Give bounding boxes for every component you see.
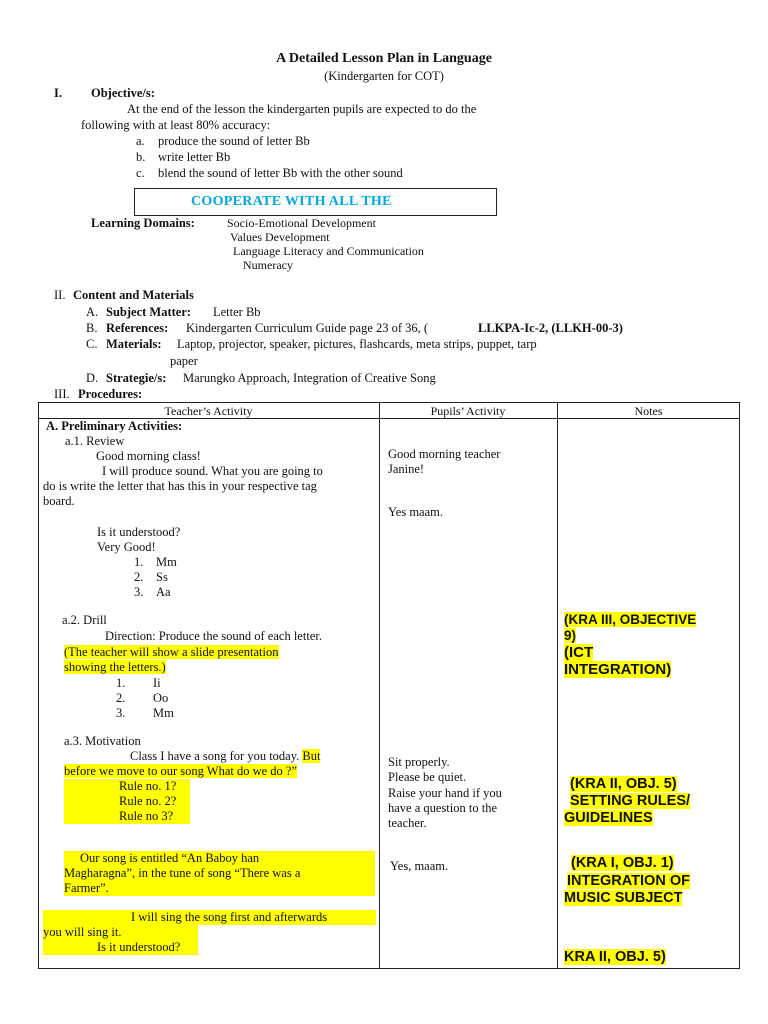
note-kra3-line-2	[564, 627, 576, 644]
note-kra2-final	[564, 949, 666, 966]
review-paragraph-1: I will produce sound. What you are going to	[102, 464, 323, 478]
review-greeting: Good morning class!	[96, 449, 201, 463]
pupil-greeting-line-1: Good morning teacher	[388, 447, 501, 461]
review-paragraph-3: board.	[43, 494, 75, 508]
subject-value: Letter Bb	[213, 305, 261, 319]
note-kra2-line-3	[564, 810, 653, 827]
sing-line-2: you will sing it.	[43, 925, 122, 939]
materials-label: Materials:	[106, 337, 162, 351]
drill-item-number: 3.	[116, 706, 126, 720]
pupil-raise-line-1: Raise your hand if you	[388, 786, 502, 800]
review-label: a.1. Review	[65, 434, 125, 448]
drill-note-line-1	[64, 645, 279, 660]
note-kra1-line-2	[567, 873, 690, 890]
drill-note-highlight-2: showing the letters.)	[64, 660, 166, 674]
note-highlight: INTEGRATION OF	[567, 873, 690, 889]
review-item: Aa	[156, 585, 171, 599]
preliminary-activities-heading: A. Preliminary Activities:	[46, 419, 183, 433]
procedures-heading: Procedures:	[78, 387, 143, 401]
learning-domain-4: Numeracy	[243, 258, 293, 272]
column-header-notes: Notes	[634, 404, 663, 418]
cooperate-banner-text: COOPERATE WITH ALL THE	[191, 194, 392, 209]
subject-label: Subject Matter:	[106, 305, 192, 319]
review-item-number: 1.	[134, 555, 144, 569]
drill-item-number: 2.	[116, 691, 126, 705]
pupil-sit-properly: Sit properly.	[388, 755, 450, 769]
drill-item: Oo	[153, 691, 169, 705]
motivation-label: a.3. Motivation	[64, 734, 141, 748]
song-line-1: Our song is entitled “An Baboy han	[80, 851, 260, 865]
rule-2: Rule no. 2?	[119, 794, 177, 808]
objective-item-c: blend the sound of letter Bb with the other sound	[158, 166, 403, 180]
note-ict-line-2	[564, 661, 671, 678]
strategies-value: Marungko Approach, Integration of Creative Song	[183, 371, 436, 385]
objective-marker-b: b.	[136, 150, 146, 164]
materials-marker: C.	[86, 337, 98, 351]
references-marker: B.	[86, 321, 98, 335]
drill-label: a.2. Drill	[62, 613, 107, 627]
note-highlight: (KRA I, OBJ. 1)	[571, 855, 674, 871]
materials-value: Laptop, projector, speaker, pictures, flashcards, meta strips, puppet, tarp	[177, 337, 537, 351]
rule-1: Rule no. 1?	[119, 779, 177, 793]
note-kra2-line-1	[570, 776, 677, 793]
note-kra3-line-1	[564, 611, 696, 628]
review-item: Ss	[156, 570, 168, 584]
strategies-marker: D.	[86, 371, 99, 385]
table-divider-2	[557, 402, 558, 969]
references-value: Kindergarten Curriculum Guide page 23 of 36, (	[186, 321, 429, 335]
motivation-text: Class I have a song for you today.	[130, 749, 300, 763]
references-codes: LLKPA-Ic-2, (LLKH-00-3)	[478, 321, 623, 335]
drill-item: Ii	[153, 676, 161, 690]
objectives-intro-line-1: At the end of the lesson the kindergarten pupils are expected to do the	[127, 102, 477, 116]
drill-direction: Direction: Produce the sound of each letter.	[105, 629, 322, 643]
song-line-2: Magharagna”, in the tune of song “There was a	[64, 866, 301, 880]
review-question: Is it understood?	[97, 525, 181, 539]
objective-item-a: produce the sound of letter Bb	[158, 134, 310, 148]
review-item-number: 3.	[134, 585, 144, 599]
note-highlight: GUIDELINES	[564, 810, 653, 826]
drill-item: Mm	[153, 706, 174, 720]
drill-note-line-2	[64, 660, 166, 675]
strategies-label: Strategie/s:	[106, 371, 167, 385]
motivation-highlight-2: before we move to our song What do we do ?”	[64, 764, 298, 778]
pupil-greeting-line-2: Janine!	[388, 462, 425, 476]
column-header-pupils: Pupils’ Activity	[430, 404, 506, 418]
document-title: A Detailed Lesson Plan in Language	[276, 51, 492, 66]
pupil-raise-line-2: have a question to the	[388, 801, 497, 815]
learning-domain-1: Socio-Emotional Development	[227, 216, 376, 230]
learning-domains-label: Learning Domains:	[91, 216, 195, 230]
note-highlight: MUSIC SUBJECT	[564, 890, 683, 906]
pupil-be-quiet: Please be quiet.	[388, 770, 467, 784]
materials-value-2: paper	[170, 354, 198, 368]
cooperate-banner	[134, 188, 497, 216]
motivation-line-1	[130, 749, 320, 764]
section-numeral-content: II.	[54, 288, 66, 302]
objective-item-b: write letter Bb	[158, 150, 231, 164]
note-highlight: 9)	[564, 628, 577, 643]
review-paragraph-2: do is write the letter that has this in your respective tag	[43, 479, 317, 493]
review-item: Mm	[156, 555, 177, 569]
motivation-highlight: But	[302, 749, 321, 763]
references-label: References:	[106, 321, 169, 335]
note-highlight: SETTING RULES/	[570, 793, 691, 809]
note-ict-line-1	[564, 644, 593, 661]
note-kra1-line-1	[571, 855, 674, 872]
pupil-yes-maam: Yes, maam.	[390, 859, 449, 873]
column-header-teacher: Teacher’s Activity	[164, 404, 253, 418]
motivation-line-2	[64, 764, 297, 779]
objective-marker-c: c.	[136, 166, 145, 180]
note-highlight: INTEGRATION)	[564, 661, 672, 678]
note-kra2-line-2	[570, 793, 690, 810]
note-highlight: (ICT	[564, 644, 594, 661]
review-praise: Very Good!	[97, 540, 156, 554]
note-highlight: (KRA II, OBJ. 5)	[570, 776, 677, 792]
pupil-yes: Yes maam.	[388, 505, 443, 519]
section-numeral-procedures: III.	[54, 387, 70, 401]
drill-item-number: 1.	[116, 676, 126, 690]
sing-question: Is it understood?	[97, 940, 181, 954]
subject-marker: A.	[86, 305, 99, 319]
content-heading: Content and Materials	[73, 288, 194, 302]
table-divider-1	[379, 402, 380, 969]
drill-note-highlight-1: (The teacher will show a slide presentation	[64, 645, 279, 659]
pupil-raise-line-3: teacher.	[388, 816, 427, 830]
objectives-intro-line-2: following with at least 80% accuracy:	[81, 118, 271, 132]
sing-line-1: I will sing the song first and afterwards	[131, 910, 328, 924]
document-subtitle: (Kindergarten for COT)	[324, 69, 444, 83]
review-item-number: 2.	[134, 570, 144, 584]
section-numeral-objectives: I.	[54, 86, 62, 100]
song-line-3: Farmer”.	[64, 881, 109, 895]
note-highlight: (KRA III, OBJECTIVE	[564, 612, 697, 627]
note-kra1-line-3	[564, 890, 682, 907]
note-highlight: KRA II, OBJ. 5)	[564, 949, 666, 965]
objective-marker-a: a.	[136, 134, 145, 148]
learning-domain-3: Language Literacy and Communication	[233, 244, 424, 258]
objectives-heading: Objective/s:	[91, 86, 155, 100]
learning-domain-2: Values Development	[230, 230, 330, 244]
rule-3: Rule no 3?	[119, 809, 174, 823]
